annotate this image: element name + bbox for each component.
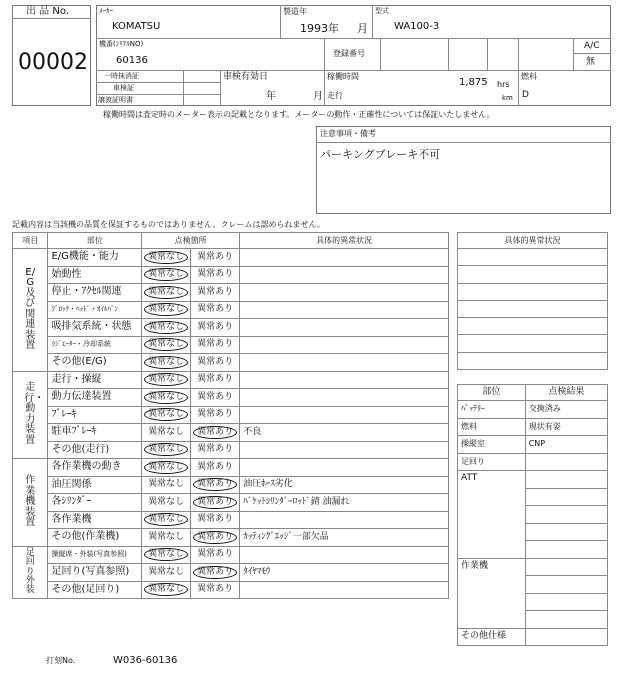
right-result-table	[457, 384, 608, 646]
detail-cell: ｶｯﾃｨﾝｸﾞｴｯｼﾞ一部欠品	[240, 529, 449, 547]
year-label: 製造年	[283, 7, 307, 16]
part-name: 各作業機	[48, 511, 142, 529]
cert-inspection: 車検証	[113, 84, 134, 92]
option-label: 異常あり	[197, 444, 234, 455]
registration-label: 登録番号	[333, 49, 365, 58]
detail-cell	[240, 266, 449, 284]
check-ng[interactable]	[191, 546, 240, 564]
work-row	[525, 558, 607, 576]
hours-label: 稼働時間	[327, 72, 359, 81]
part-name: ﾌﾞﾚｰｷ	[48, 406, 142, 424]
detail-cell	[240, 301, 449, 319]
other-spec-label: その他仕様	[458, 628, 526, 646]
header-detail: 具体的異常状況	[240, 233, 449, 249]
part-name: 油圧関係	[48, 476, 142, 494]
model-value: WA100-3	[394, 21, 440, 32]
check-ok[interactable]	[142, 389, 191, 407]
check-ok[interactable]	[142, 459, 191, 477]
check-ng[interactable]	[191, 284, 240, 302]
option-label: 異常なし	[148, 479, 185, 490]
work-row	[525, 611, 607, 629]
result-row	[458, 401, 608, 419]
selected-oval: 異常あり	[193, 496, 237, 509]
check-ng[interactable]	[191, 459, 240, 477]
quality-notice: 記載内容は当該機の品質を保証するものではありません。クレームは認められません。	[12, 220, 325, 229]
detail-cell: 油圧ﾎｰｽ劣化	[240, 476, 449, 494]
option-label: 異常あり	[197, 409, 234, 420]
att-row	[525, 506, 607, 524]
maker-value: KOMATSU	[112, 21, 161, 32]
month-unit: 月	[357, 22, 368, 35]
check-ok[interactable]	[142, 284, 191, 302]
selected-oval: 異常あり	[193, 478, 237, 491]
option-label: 異常あり	[197, 356, 234, 367]
ac-label: A/C	[584, 41, 600, 51]
group-label: 走行・動力装置	[13, 371, 48, 459]
check-ok[interactable]	[142, 424, 191, 442]
table-row	[13, 301, 449, 319]
inspection-table	[12, 232, 449, 599]
distance-unit: km	[502, 94, 513, 102]
att-row	[525, 523, 607, 541]
option-label: 異常あり	[197, 321, 234, 332]
check-ng[interactable]	[191, 476, 240, 494]
check-ok[interactable]	[142, 371, 191, 389]
hours-value: 1,875	[459, 77, 488, 88]
check-ng[interactable]	[191, 336, 240, 354]
table-row	[13, 336, 449, 354]
stamp-value: W036-60136	[113, 655, 178, 666]
table-row	[13, 406, 449, 424]
att-row	[525, 541, 607, 559]
part-name: 足回り(写真参照)	[48, 564, 142, 582]
check-ok[interactable]	[142, 564, 191, 582]
selected-oval: 異常なし	[144, 548, 188, 561]
option-label: 異常あり	[197, 374, 234, 385]
year-value: 1993	[300, 22, 328, 35]
result-value: 交換済み	[525, 401, 607, 419]
option-label: 異常あり	[197, 461, 234, 472]
part-name: 走行・操縦	[48, 371, 142, 389]
check-ok[interactable]	[142, 529, 191, 547]
group-label: 作業機装置	[13, 459, 48, 547]
result-part: ﾊﾞｯﾃﾘｰ	[458, 401, 526, 419]
check-ok[interactable]	[142, 301, 191, 319]
check-ng[interactable]	[191, 511, 240, 529]
group-label: E/G及び関連装置	[13, 249, 48, 372]
part-name: 各作業機の動き	[48, 459, 142, 477]
check-ok[interactable]	[142, 336, 191, 354]
table-row	[13, 546, 449, 564]
option-label: 異常なし	[148, 496, 185, 507]
result-header-part: 部位	[458, 385, 526, 401]
group-label: 足回り外装	[13, 546, 48, 599]
option-label: 異常なし	[148, 426, 185, 437]
selected-oval: 異常なし	[144, 303, 188, 316]
table-row	[13, 284, 449, 302]
inspection-date-label: 車検有効日	[223, 72, 269, 82]
year-unit: 年	[328, 22, 339, 35]
check-ng[interactable]	[191, 389, 240, 407]
detail-row	[458, 352, 608, 369]
detail-cell	[240, 319, 449, 337]
detail-row	[458, 318, 608, 335]
check-ng[interactable]	[191, 249, 240, 267]
part-name: ﾌﾞﾛｯｸ・ﾍｯﾄﾞ・ｵｲﾙﾊﾟﾝ	[48, 301, 142, 319]
detail-row	[458, 283, 608, 300]
right-detail-table	[457, 232, 608, 370]
option-label: 異常あり	[197, 269, 234, 280]
detail-cell	[240, 511, 449, 529]
result-header-result: 点検結果	[525, 385, 607, 401]
check-ng[interactable]	[191, 301, 240, 319]
selected-oval: 異常なし	[144, 443, 188, 456]
result-part: 足回り	[458, 453, 526, 471]
check-ng[interactable]	[191, 494, 240, 512]
att-label: ATT	[458, 471, 526, 559]
cert-temp-deregistration: 一時抹消証	[104, 72, 139, 80]
table-row	[13, 389, 449, 407]
meter-notice: 稼働時間は査定時のメーター表示の記載となります。メーターの動作・正確性については保証いたしません。	[103, 110, 495, 119]
detail-cell: ﾊﾞｹｯﾄｼﾘﾝﾀﾞｰﾛｯﾄﾞ錆 油漏れ	[240, 494, 449, 512]
check-ng[interactable]	[191, 371, 240, 389]
result-part: 操縦室	[458, 436, 526, 454]
ac-value: 無	[586, 57, 596, 67]
other-spec-row	[525, 628, 607, 646]
att-row	[525, 471, 607, 489]
cert-transfer: 譲渡証明書	[98, 96, 133, 104]
check-ng[interactable]	[191, 529, 240, 547]
detail-cell	[240, 284, 449, 302]
result-row	[458, 453, 608, 471]
table-row	[13, 441, 449, 459]
selected-oval: 異常あり	[193, 531, 237, 544]
part-name: その他(足回り)	[48, 581, 142, 599]
detail-cell	[240, 249, 449, 267]
detail-cell	[240, 389, 449, 407]
check-ok[interactable]	[142, 476, 191, 494]
part-name: 停止・ｱｸｾﾙ関連	[48, 284, 142, 302]
selected-oval: 異常なし	[144, 321, 188, 334]
check-ok[interactable]	[142, 354, 191, 372]
table-row	[13, 266, 449, 284]
check-ok[interactable]	[142, 249, 191, 267]
att-row	[525, 488, 607, 506]
part-name: 操縦席・外装(写真参照)	[48, 546, 142, 564]
selected-oval: 異常なし	[144, 513, 188, 526]
detail-cell	[240, 406, 449, 424]
part-name: ﾗｼﾞｴｰﾀｰ・冷却系統	[48, 336, 142, 354]
part-name: その他(走行)	[48, 441, 142, 459]
detail-row	[458, 300, 608, 317]
check-ng[interactable]	[191, 319, 240, 337]
part-name: 駐車ﾌﾞﾚｰｷ	[48, 424, 142, 442]
header-item: 項目	[13, 233, 48, 249]
detail-cell	[240, 546, 449, 564]
fuel-label: 燃料	[521, 72, 537, 81]
detail-cell	[240, 459, 449, 477]
detail-cell	[240, 581, 449, 599]
table-row	[13, 249, 449, 267]
check-ng[interactable]	[191, 266, 240, 284]
selected-oval: 異常なし	[144, 286, 188, 299]
work-label: 作業機	[458, 558, 526, 628]
part-name: 吸排気系統・状態	[48, 319, 142, 337]
lot-number: 00002	[18, 50, 88, 75]
selected-oval: 異常なし	[144, 251, 188, 264]
part-name: E/G機能・能力	[48, 249, 142, 267]
table-row	[13, 371, 449, 389]
work-row	[525, 593, 607, 611]
selected-oval: 異常なし	[144, 268, 188, 281]
option-label: 異常あり	[197, 304, 234, 315]
selected-oval: 異常あり	[193, 426, 237, 439]
header-part: 部位	[48, 233, 142, 249]
table-row	[13, 424, 449, 442]
selected-oval: 異常なし	[144, 373, 188, 386]
option-label: 異常あり	[197, 339, 234, 350]
inspection-month-unit: 月	[313, 91, 323, 102]
selected-oval: 異常なし	[144, 391, 188, 404]
table-row	[13, 319, 449, 337]
check-ok[interactable]	[142, 406, 191, 424]
option-label: 異常なし	[148, 566, 185, 577]
check-ng[interactable]	[191, 581, 240, 599]
check-ok[interactable]	[142, 511, 191, 529]
inspection-year-unit: 年	[266, 91, 276, 102]
check-ok[interactable]	[142, 581, 191, 599]
result-part: 燃料	[458, 418, 526, 436]
part-name: 動力伝達装置	[48, 389, 142, 407]
table-row	[13, 511, 449, 529]
detail-cell	[240, 371, 449, 389]
option-label: 異常あり	[197, 549, 234, 560]
check-ok[interactable]	[142, 441, 191, 459]
detail-cell: ﾀｲﾔﾏﾓｳ	[240, 564, 449, 582]
remarks-label: 注意事項・備考	[320, 129, 376, 138]
part-name: 各ｼﾘﾝﾀﾞｰ	[48, 494, 142, 512]
selected-oval: 異常なし	[144, 583, 188, 596]
detail-cell	[240, 441, 449, 459]
table-row	[13, 529, 449, 547]
right-detail-header: 具体的異常状況	[458, 233, 608, 249]
table-row	[13, 476, 449, 494]
table-row	[13, 581, 449, 599]
remarks-box	[316, 126, 611, 214]
result-row	[458, 436, 608, 454]
option-label: 異常あり	[197, 514, 234, 525]
check-ng[interactable]	[191, 354, 240, 372]
work-row	[525, 576, 607, 594]
detail-cell	[240, 354, 449, 372]
check-ng[interactable]	[191, 441, 240, 459]
detail-cell: 不良	[240, 424, 449, 442]
table-row	[13, 354, 449, 372]
check-ok[interactable]	[142, 546, 191, 564]
option-label: 異常あり	[197, 251, 234, 262]
check-ok[interactable]	[142, 319, 191, 337]
selected-oval: 異常なし	[144, 461, 188, 474]
result-value: 現状有姿	[525, 418, 607, 436]
part-name: その他(E/G)	[48, 354, 142, 372]
check-ok[interactable]	[142, 266, 191, 284]
option-label: 異常あり	[197, 391, 234, 402]
option-label: 異常あり	[197, 584, 234, 595]
detail-cell	[240, 336, 449, 354]
part-name: 始動性	[48, 266, 142, 284]
table-row	[13, 494, 449, 512]
serial-label: 機番(ｼﾘｱﾙNO)	[99, 40, 144, 48]
distance-label: 走行	[327, 91, 343, 100]
check-ng[interactable]	[191, 406, 240, 424]
fuel-value: D	[522, 90, 529, 100]
selected-oval: 異常なし	[144, 338, 188, 351]
maker-label: ﾒｰｶｰ	[99, 7, 113, 15]
selected-oval: 異常あり	[193, 566, 237, 579]
result-value: CNP	[525, 436, 607, 454]
part-name: その他(作業機)	[48, 529, 142, 547]
stamp-label: 打刻No.	[46, 656, 76, 665]
selected-oval: 異常なし	[144, 356, 188, 369]
header-check: 点検箇所	[142, 233, 240, 249]
lot-number-label: 出 品 No.	[26, 6, 69, 17]
table-row	[13, 459, 449, 477]
check-ng[interactable]	[191, 564, 240, 582]
option-label: 異常なし	[148, 531, 185, 542]
result-value	[525, 453, 607, 471]
result-row	[458, 418, 608, 436]
detail-row	[458, 335, 608, 352]
model-label: 型式	[375, 7, 389, 15]
selected-oval: 異常なし	[144, 408, 188, 421]
remarks-text: パーキングブレーキ不可	[320, 148, 441, 161]
serial-value: 60136	[116, 55, 148, 66]
option-label: 異常あり	[197, 286, 234, 297]
check-ok[interactable]	[142, 494, 191, 512]
hours-unit: hrs	[497, 80, 510, 89]
check-ng[interactable]	[191, 424, 240, 442]
table-row	[13, 564, 449, 582]
detail-row	[458, 249, 608, 266]
detail-row	[458, 266, 608, 283]
